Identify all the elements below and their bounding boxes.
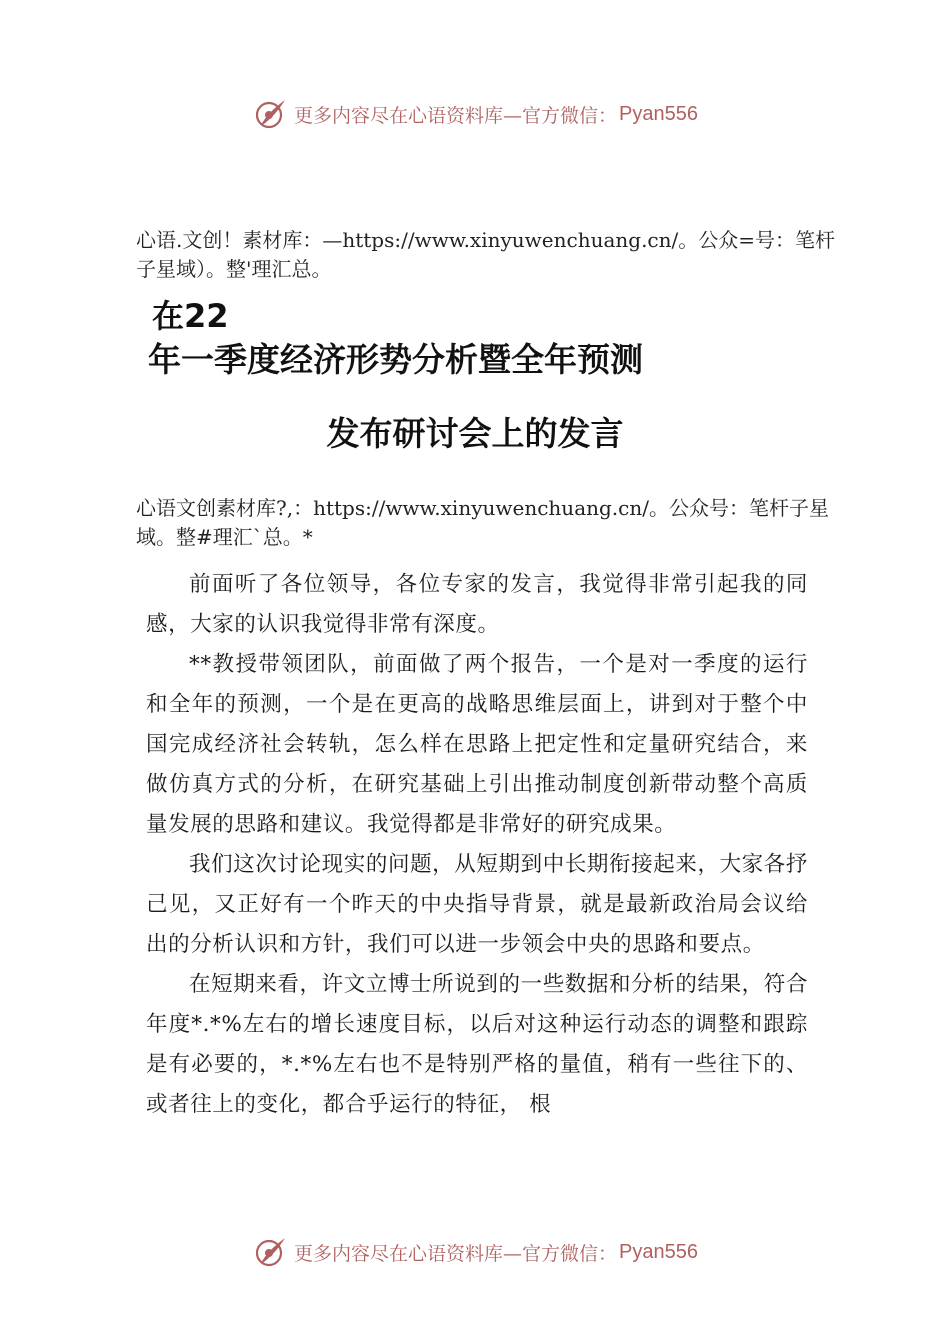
quill-circle-logo-icon: [252, 1234, 288, 1270]
source-note-top: 心语.文创！素材库：—https://www.xinyuwenchuang.cn/。公众=号：笔杆子星域）。整'理汇总。: [136, 228, 836, 281]
paragraph-3: 我们这次讨论现实的问题，从短期到中长期衔接起来，大家各抒己见，又正好有一个昨天的中央指导背景，就是最新政治局会议给出的分析认识和方针，我们可以进一步领会中央的思路和要点。: [146, 852, 808, 957]
title-line-1: 年一季度经济形势分析暨全年预测: [148, 340, 643, 379]
watermark-text: 更多内容尽在心语资料库—官方微信：: [294, 1242, 618, 1265]
watermark-banner-top: [0, 92, 950, 136]
title-line-2: 发布研讨会上的发言: [326, 414, 624, 453]
watermark-wechat-id: Pyan556: [619, 102, 698, 125]
body-text: [146, 565, 808, 1125]
source-note-mid: 心语文创素材库?,：https://www.xinyuwenchuang.cn/。公众号：笔杆子星域。整#理汇`总。*: [136, 496, 829, 549]
watermark-text: 更多内容尽在心语资料库—官方微信：: [294, 104, 618, 127]
paragraph-4: 在短期来看，许文立博士所说到的一些数据和分析的结果，符合年度*.*%左右的增长速度目标，以后对这种运行动态的调整和跟踪是有必要的，*.*%左右也不是特别严格的量值，稍有一些往下的、或者往上的变化，都合乎运行的特征， 根: [146, 972, 808, 1117]
paragraph-2: **教授带领团队，前面做了两个报告，一个是对一季度的运行和全年的预测，一个是在更高的战略思维层面上，讲到对于整个中国完成经济社会转轨，怎么样在思路上把定性和定量研究结合，来做仿真方式的分析，在研究基础上引出推动制度创新带动整个高质量发展的思路和建议。我觉得都是非常好的研究成果。: [146, 652, 808, 837]
watermark-wechat-id: Pyan556: [619, 1240, 698, 1263]
paragraph-1: 前面听了各位领导，各位专家的发言，我觉得非常引起我的同感，大家的认识我觉得非常有深度。: [146, 572, 808, 637]
quill-circle-logo-icon: [252, 96, 288, 132]
watermark-banner-bottom: [0, 1230, 950, 1274]
title-year-fragment: 在22: [152, 297, 229, 335]
